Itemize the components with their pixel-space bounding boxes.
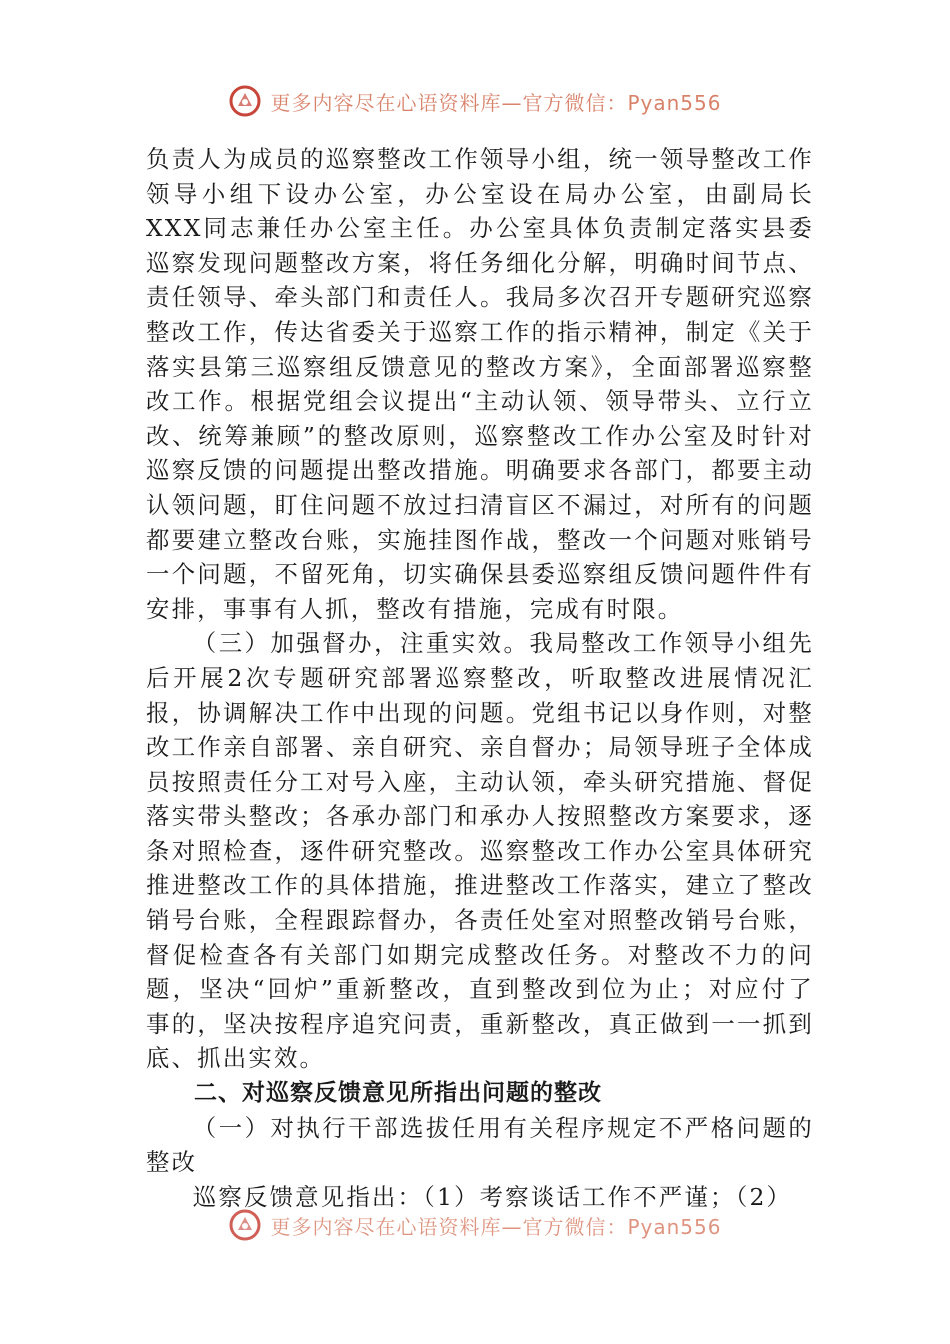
watermark-text: 更多内容尽在心语资料库—官方微信：Pyan556 <box>270 1214 722 1239</box>
paragraph-continuation: 负责人为成员的巡察整改工作领导小组，统一领导整改工作领导小组下设办公室，办公室设在局办公室，由副局长XXX同志兼任办公室主任。办公室具体负责制定落实县委巡察发现问题整改方案，将任务细化分解，明确时间节点、责任领导、牵头部门和责任人。我局多次召开专题研究巡察整改工作，传达省委关于巡察工作的指示精神，制定《关于落实县第三巡察组反馈意见的整改方案》，全面部署巡察整改工作。根据党组会议提出“主动认领、领导带头、立行立改、统筹兼顾”的整改原则，巡察整改工作办公室及时针对巡察反馈的问题提出整改措施。明确要求各部门，都要主动认领问题，盯住问题不放过扫清盲区不漏过，对所有的问题都要建立整改台账，实施挂图作战，整改一个问题对账销号一个问题，不留死角，切实确保县委巡察组反馈问题件件有安排，事事有人抓，整改有措施，完成有时限。 <box>146 145 814 623</box>
logo-icon <box>228 1208 262 1242</box>
watermark-footer <box>0 1208 950 1242</box>
paragraph-supervision: （三）加强督办，注重实效。我局整改工作领导小组先后开展2次专题研究部署巡察整改，听取整改进展情况汇报，协调解决工作中出现的问题。党组书记以身作则，对整改工作亲自部署、亲自研究、亲自督办；局领导班子全体成员按照责任分工对号入座，主动认领，牵头研究措施、督促落实带头整改；各承办部门和承办人按照整改方案要求，逐条对照检查，逐件研究整改。巡察整改工作办公室具体研究推进整改工作的具体措施，推进整改工作落实，建立了整改销号台账，全程跟踪督办，各责任处室对照整改销号台账，督促检查各有关部门如期完成整改任务。对整改不力的问题，坚决“回炉”重新整改，直到整改到位为止；对应付了事的，坚决按程序追究问责，重新整改，真正做到一一抓到底、抓出实效。 <box>146 629 814 1073</box>
paragraph-feedback: 巡察反馈意见指出：（1）考察谈话工作不严谨；（2） <box>192 1182 793 1211</box>
watermark-header <box>0 84 950 118</box>
watermark-text: 更多内容尽在心语资料库—官方微信：Pyan556 <box>270 90 722 115</box>
logo-icon <box>228 84 262 118</box>
section-heading: 二、对巡察反馈意见所指出问题的整改 <box>194 1080 602 1107</box>
document-body <box>146 142 814 1214</box>
subsection-heading: （一）对执行干部选拔任用有关程序规定不严格问题的整改 <box>146 1113 814 1177</box>
